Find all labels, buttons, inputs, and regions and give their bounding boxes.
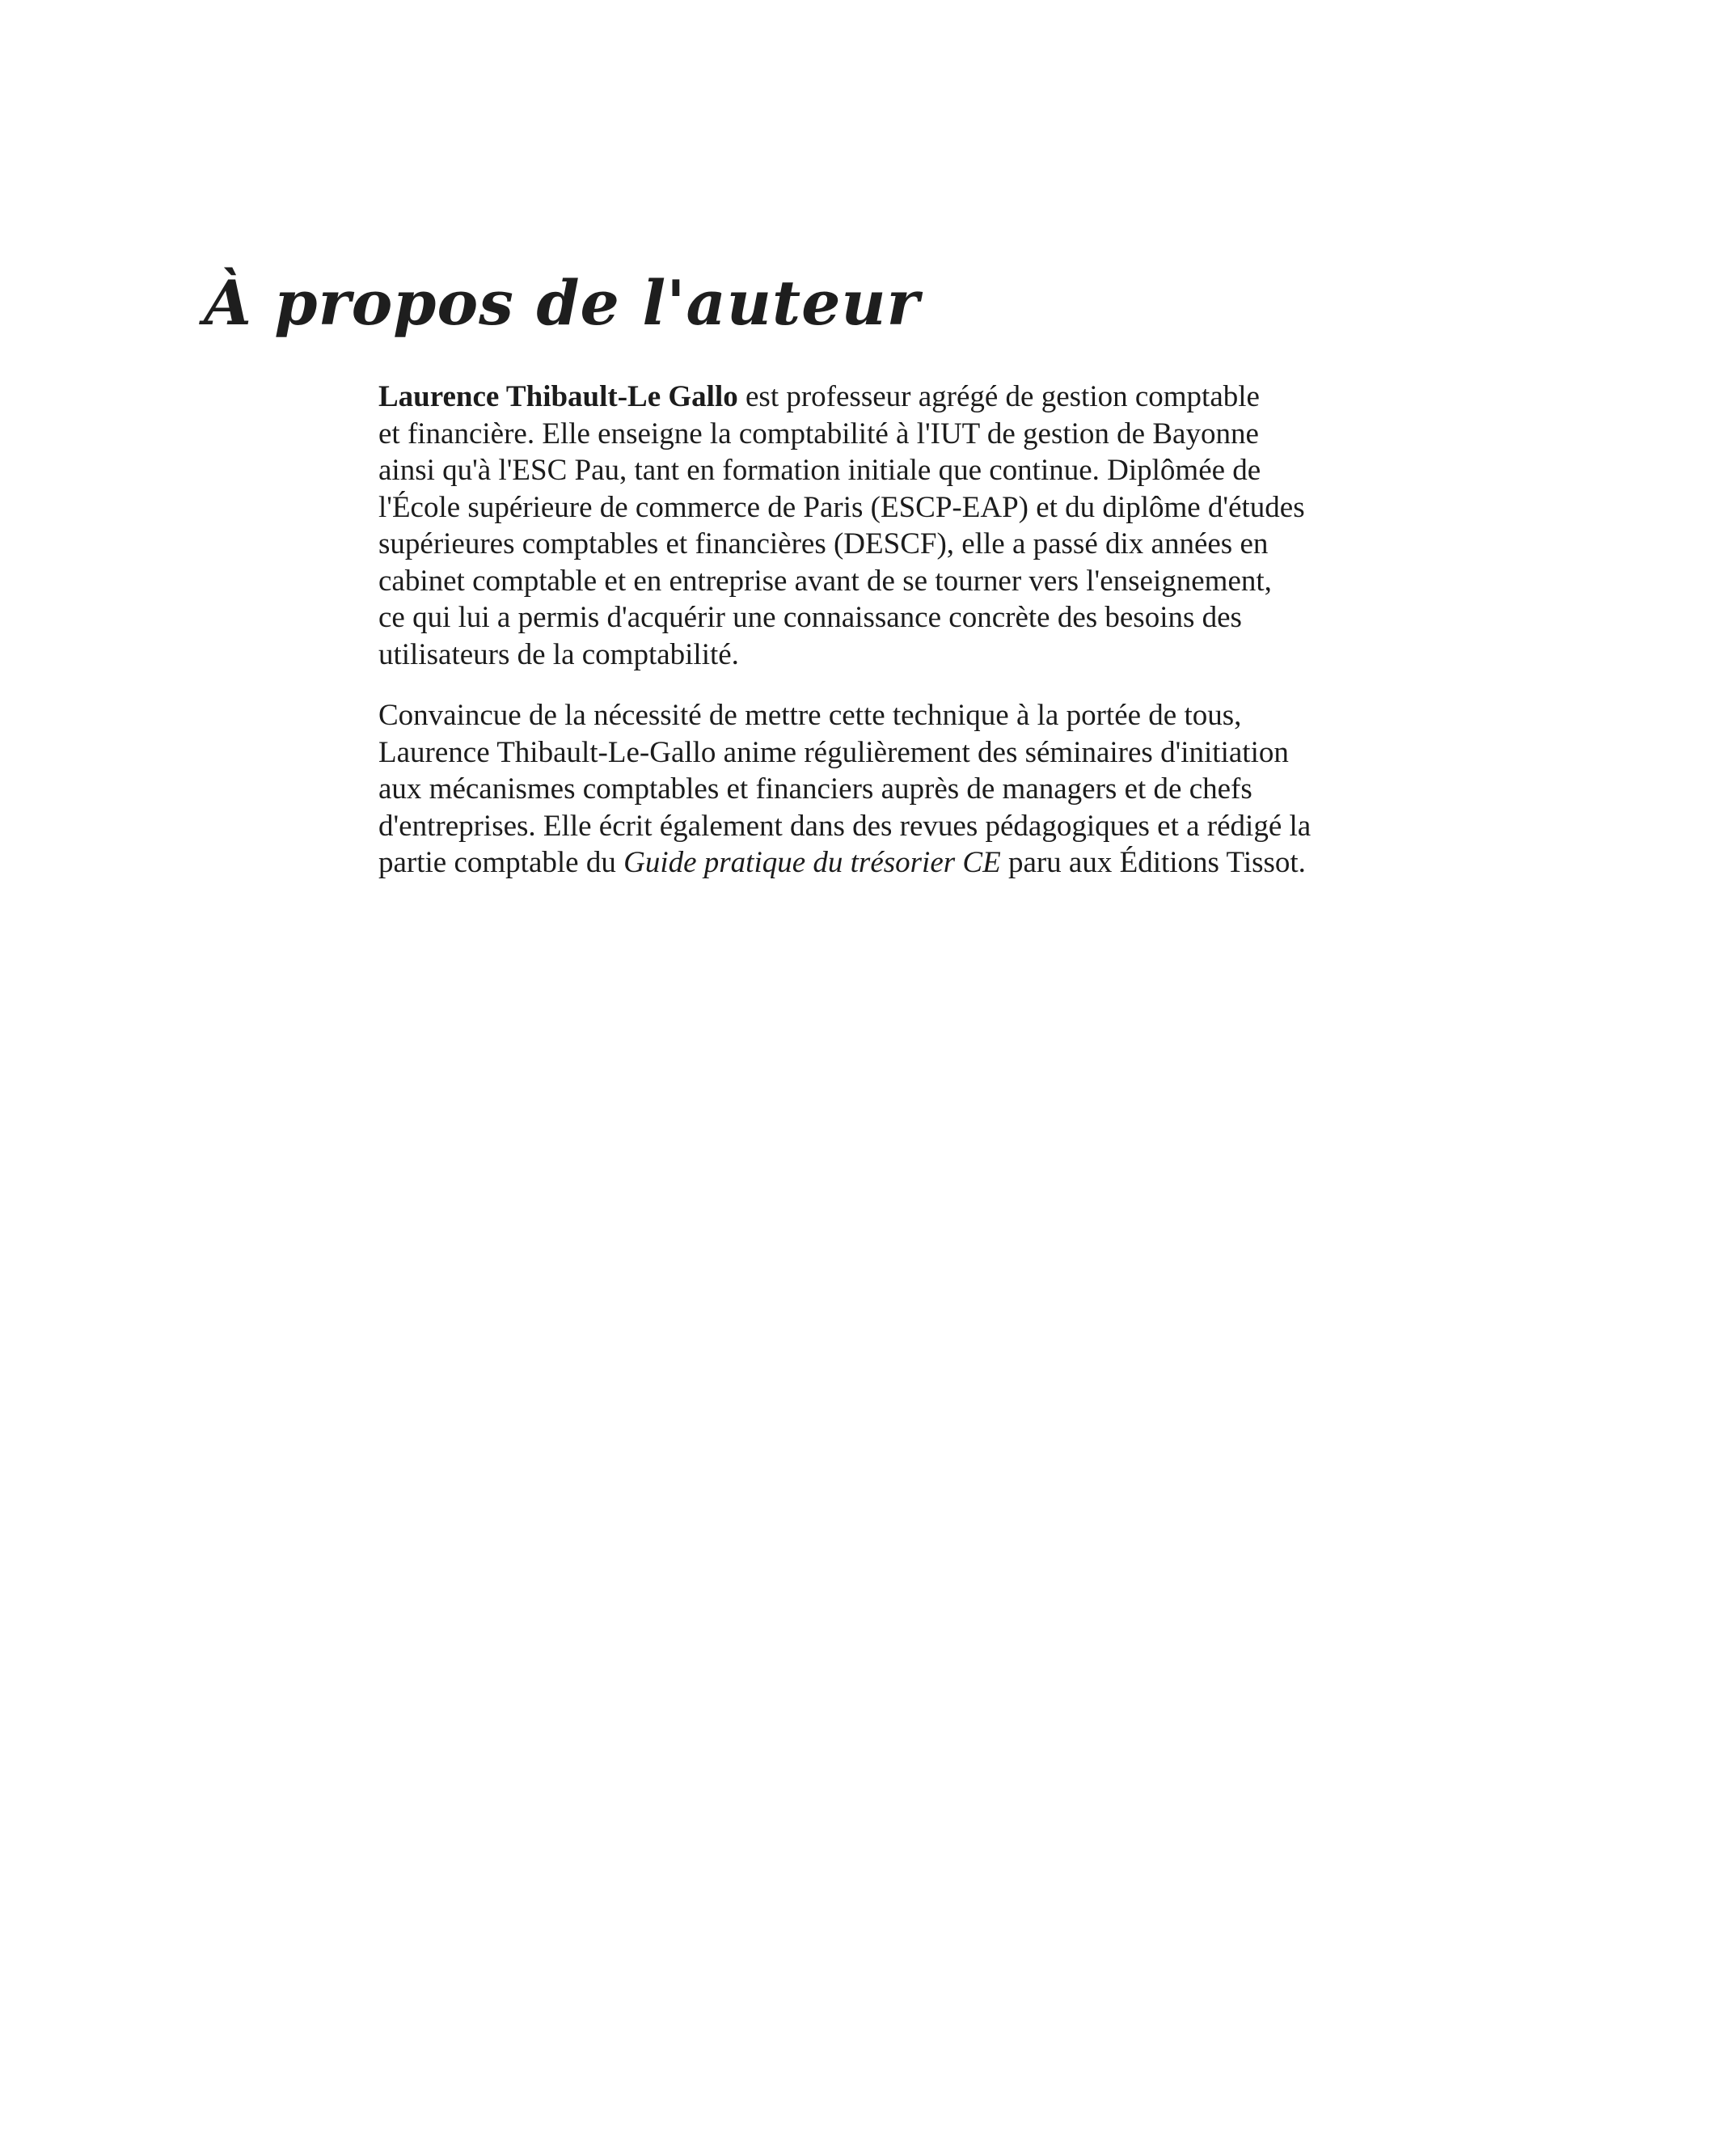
bio-line: ce qui lui a permis d'acquérir une connaissance concrète des besoins des [378,601,1242,634]
bio-line: Laurence Thibault-Le-Gallo anime régulièrement des séminaires d'initiation [378,735,1289,769]
bio-text: est professeur agrégé de gestion comptable [737,380,1260,413]
bio-line [378,379,1527,416]
author-name: Laurence Thibault-Le Gallo [378,380,738,413]
author-bio [378,379,1527,906]
bio-paragraph-2 [378,697,1527,882]
bio-line: et financière. Elle enseigne la comptabilité à l'IUT de gestion de Bayonne [378,417,1259,450]
book-title: Guide pratique du trésorier CE [623,846,1001,879]
bio-line: utilisateurs de la comptabilité. [378,637,739,671]
page-title: À propos de l'auteur [204,267,920,339]
bio-line: d'entreprises. Elle écrit également dans des revues pédagogiques et a rédigé la [378,809,1312,843]
bio-line: cabinet comptable et en entreprise avant de se tourner vers l'enseignement, [378,564,1272,598]
bio-line: l'École supérieure de commerce de Paris (ESCP-EAP) et du diplôme d'études [378,490,1305,524]
bio-line: ainsi qu'à l'ESC Pau, tant en formation initiale que continue. Diplômée de [378,454,1261,487]
bio-line [378,844,1527,882]
bio-line: supérieures comptables et financières (DESCF), elle a passé dix années en [378,527,1269,560]
bio-line: aux mécanismes comptables et financiers auprès de managers et de chefs [378,772,1252,806]
bio-text: partie comptable du [378,846,624,879]
bio-paragraph-1 [378,379,1527,673]
bio-text: paru aux Éditions Tissot. [1000,846,1306,879]
bio-line: Convaincue de la nécessité de mettre cette technique à la portée de tous, [378,699,1242,732]
